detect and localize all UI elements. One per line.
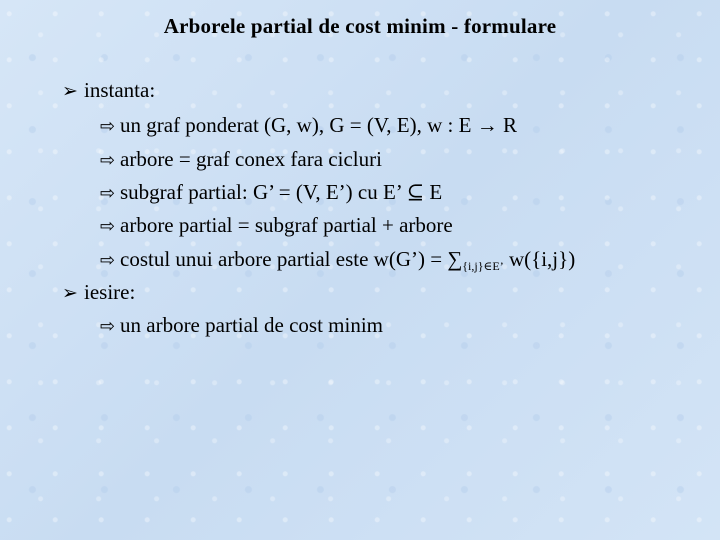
arrowhead-bullet-icon: ➢ [62,282,78,304]
sub-bullet-arbore-partial [100,212,453,240]
outline-arrow-icon: ⇨ [100,216,116,237]
sub-bullet-subgraf-partial [100,179,442,207]
outline-arrow-icon: ⇨ [100,316,116,337]
sub-bullet-arbore [100,146,382,174]
sub-bullet-graf-ponderat [100,112,517,140]
arrowhead-bullet-icon: ➢ [62,80,78,102]
sub-bullet-text-end: w({i,j}) [503,247,576,271]
sub-bullet-text: un graf ponderat (G, w), G = (V, E), w : E → R [120,113,517,137]
sum-subscript: {i,j}∈E’ [462,259,504,273]
outline-arrow-icon: ⇨ [100,183,116,204]
slide-title: Arborele partial de cost minim - formulare [163,14,557,38]
bullet-instanta [62,77,155,104]
bullet-text: instanta: [84,78,156,102]
sub-bullet-text: un arbore partial de cost minim [120,313,384,337]
sub-bullet-text: subgraf partial: G’ = (V, E’) cu E’ ⊆ E [120,180,443,204]
outline-arrow-icon: ⇨ [100,250,116,271]
sub-bullet-costul [100,246,575,279]
bullet-iesire [62,279,135,306]
sub-bullet-text: arbore partial = subgraf partial + arbore [120,213,453,237]
bullet-text: iesire: [84,280,136,304]
outline-arrow-icon: ⇨ [100,150,116,171]
outline-arrow-icon: ⇨ [100,116,116,137]
sub-bullet-text: costul unui arbore partial este w(G’) = ∑ [120,247,463,271]
sub-bullet-text: arbore = graf conex fara cicluri [120,147,382,171]
sub-bullet-cost-minim [100,312,383,340]
